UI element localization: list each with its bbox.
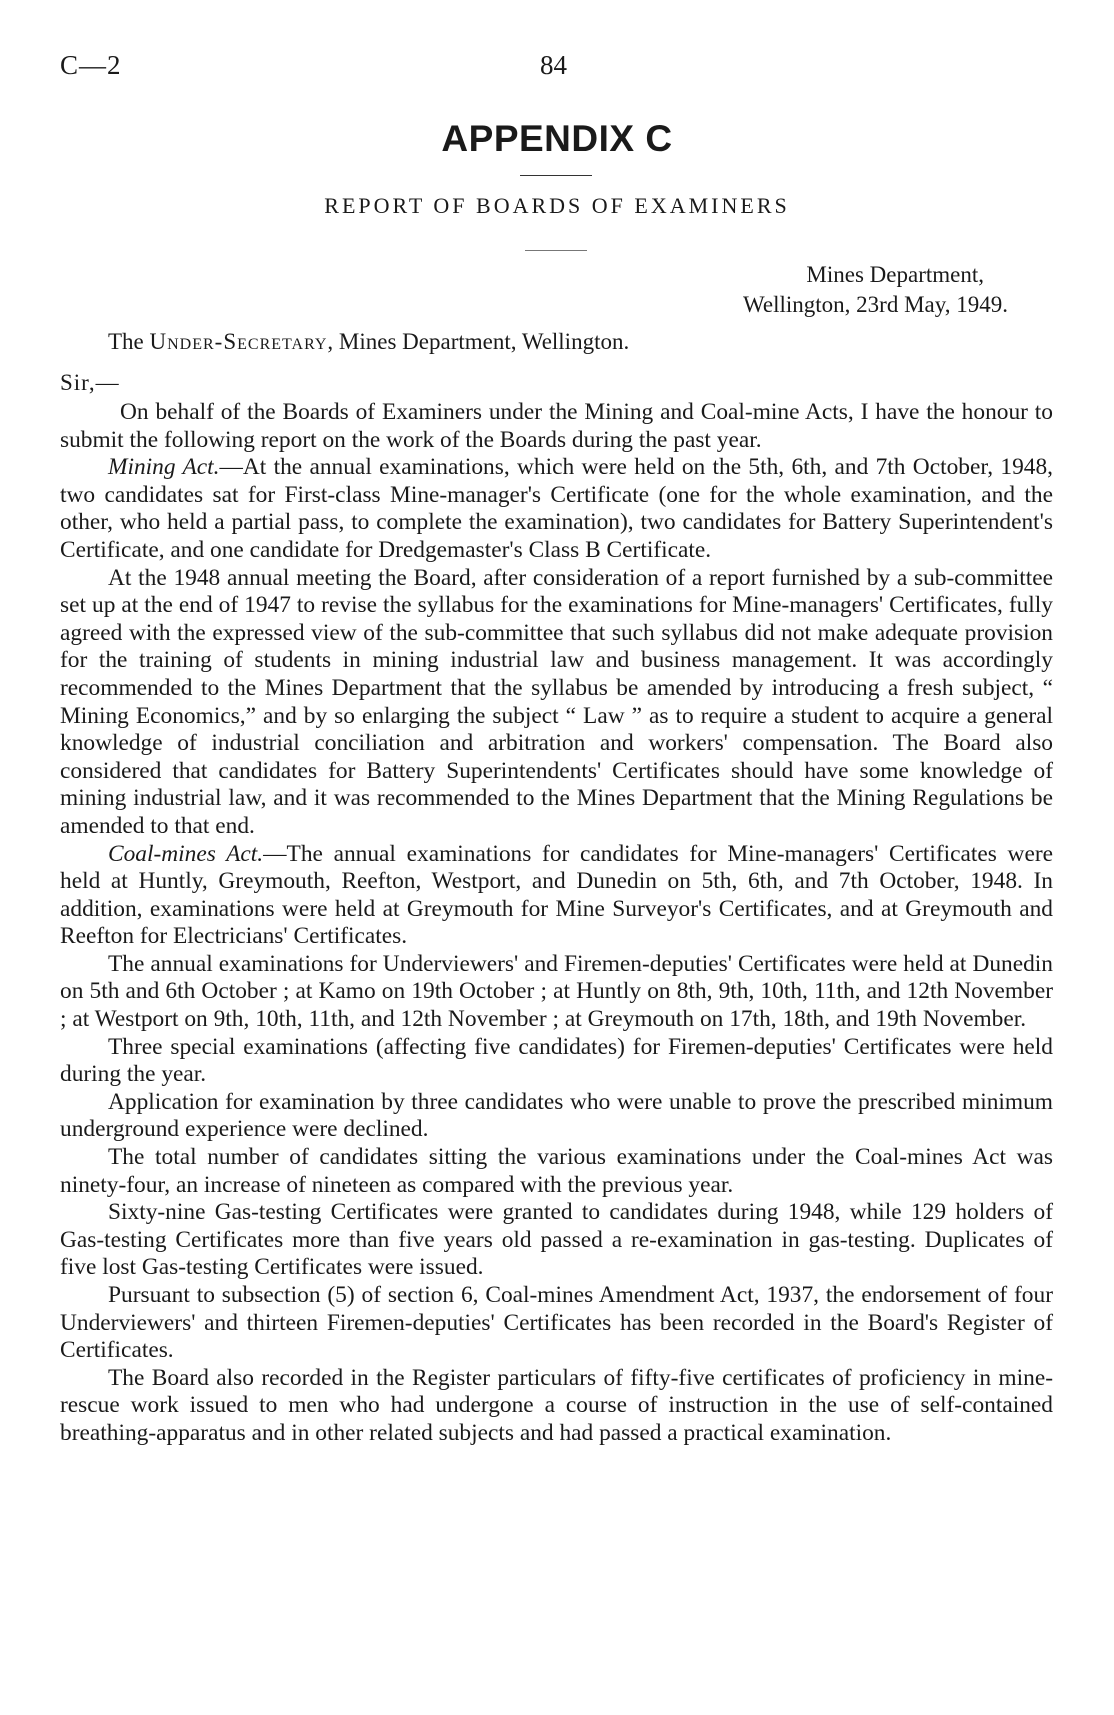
report-body — [60, 399, 1053, 1448]
paragraph-mining-act — [60, 454, 1053, 564]
subtitle-divider — [525, 250, 587, 251]
salutation: Sir,— — [60, 370, 120, 395]
page-number: 84 — [540, 50, 567, 80]
paragraph-coal-mines-act — [60, 841, 1053, 951]
paragraph-syllabus: At the 1948 annual meeting the Board, after consideration of a report furnished by a sub-committee set up at the end of 1947 to revise the syllabus for the examinations for Mine-managers' Certificates, fully agreed with the expressed view of the sub-committee that such syllabus did not make adequate provision for the training of students in mining industrial law and business management. It was accordingly recommended to the Mines Department that the syllabus be amended by introducing a fresh subject, “ Mining Economics,” and by so enlarging the subject “ Law ” as to require a student to acquire a general knowledge of industrial conciliation and arbitration and workers' compensation. The Board also considered that candidates for Battery Superintendents' Certificates should have some knowledge of mining industrial law, and it was recommended to the Mines Department that the Mining Regulations be amended to that end. — [60, 564, 1053, 839]
paragraph-total-candidates: The total number of candidates sitting the various examinations under the Coal-mines Act was ninety-four, an increase of nineteen as compared with the previous year. — [60, 1144, 1053, 1198]
paragraph-text: —The annual examinations for candidates for Mine-managers' Certificates were held at Huntly, Greymouth, Reefton, Westport, and Dunedin on 5th, 6th, and 7th October, 1948. In addition, examinations were held at Greymouth for Mine Surveyor's Certificates, and at Greymouth and Reefton for Electricians' Certificates. — [60, 840, 1053, 950]
title-divider — [520, 175, 592, 176]
report-subtitle: REPORT OF BOARDS OF EXAMINERS — [324, 193, 790, 218]
paragraph-endorsement: Pursuant to subsection (5) of section 6, Coal-mines Amendment Act, 1937, the endorsement of four Underviewers' and thirteen Firemen-deputies' Certificates has been recorded in the Board's Register of Certificates. — [60, 1282, 1053, 1364]
sender-address-line2: Wellington, 23rd May, 1949. — [743, 292, 1008, 317]
paragraph-heading: Coal-mines Act. — [108, 840, 264, 867]
paragraph-intro: On behalf of the Boards of Examiners under the Mining and Coal-mine Acts, I have the honour to submit the following report on the work of the Boards during the past year. — [60, 399, 1053, 453]
recipient-rest: , Mines Department, Wellington. — [327, 329, 630, 354]
paragraph-special-exams: Three special examinations (affecting five candidates) for Firemen-deputies' Certificates were held during the year. — [60, 1033, 1053, 1088]
sender-address-line1: Mines Department, — [806, 262, 984, 287]
paragraph-mine-rescue: The Board also recorded in the Register particulars of fifty-five certificates of proficiency in mine-rescue work issued to men who had undergone a course of instruction in the use of self-contained breathing-apparatus and in other related subjects and had passed a practical examination. — [60, 1364, 1053, 1446]
paragraph-heading: Mining Act. — [108, 454, 220, 481]
section-reference: C—2 — [60, 50, 122, 80]
paragraph-underviewers: The annual examinations for Underviewers' and Firemen-deputies' Certificates were held at Dunedin on 5th and 6th October ; at Kamo on 19th October ; at Huntly on 8th, 9th, 10th, 11th, and 12th November ; at Westport on 9th, 10th, 11th, and 12th November ; at Greymouth on 17th, 18th, and 19th November. — [60, 950, 1053, 1033]
page-title: APPENDIX C — [441, 118, 673, 159]
paragraph-text: —At the annual examinations, which were held on the 5th, 6th, and 7th October, 1948, two candidates sat for First-class Mine-manager's Certificate (one for the whole examination, and the other, who held a partial pass, to complete the examination), two candidates for Battery Superintendent's Certificate, and one candidate for Dredgemaster's Class B Certificate. — [60, 454, 1053, 563]
recipient-prefix: The — [108, 329, 150, 354]
paragraph-gas-testing: Sixty-nine Gas-testing Certificates were granted to candidates during 1948, while 129 holders of Gas-testing Certificates more than five years old passed a re-examination in gas-testing. Duplicates of five lost Gas-testing Certificates were issued. — [60, 1199, 1053, 1281]
paragraph-applications: Application for examination by three candidates who were unable to prove the prescribed minimum underground experience were declined. — [60, 1088, 1053, 1143]
recipient-title: Under-Secretary — [149, 329, 328, 354]
recipient-line — [108, 329, 629, 355]
